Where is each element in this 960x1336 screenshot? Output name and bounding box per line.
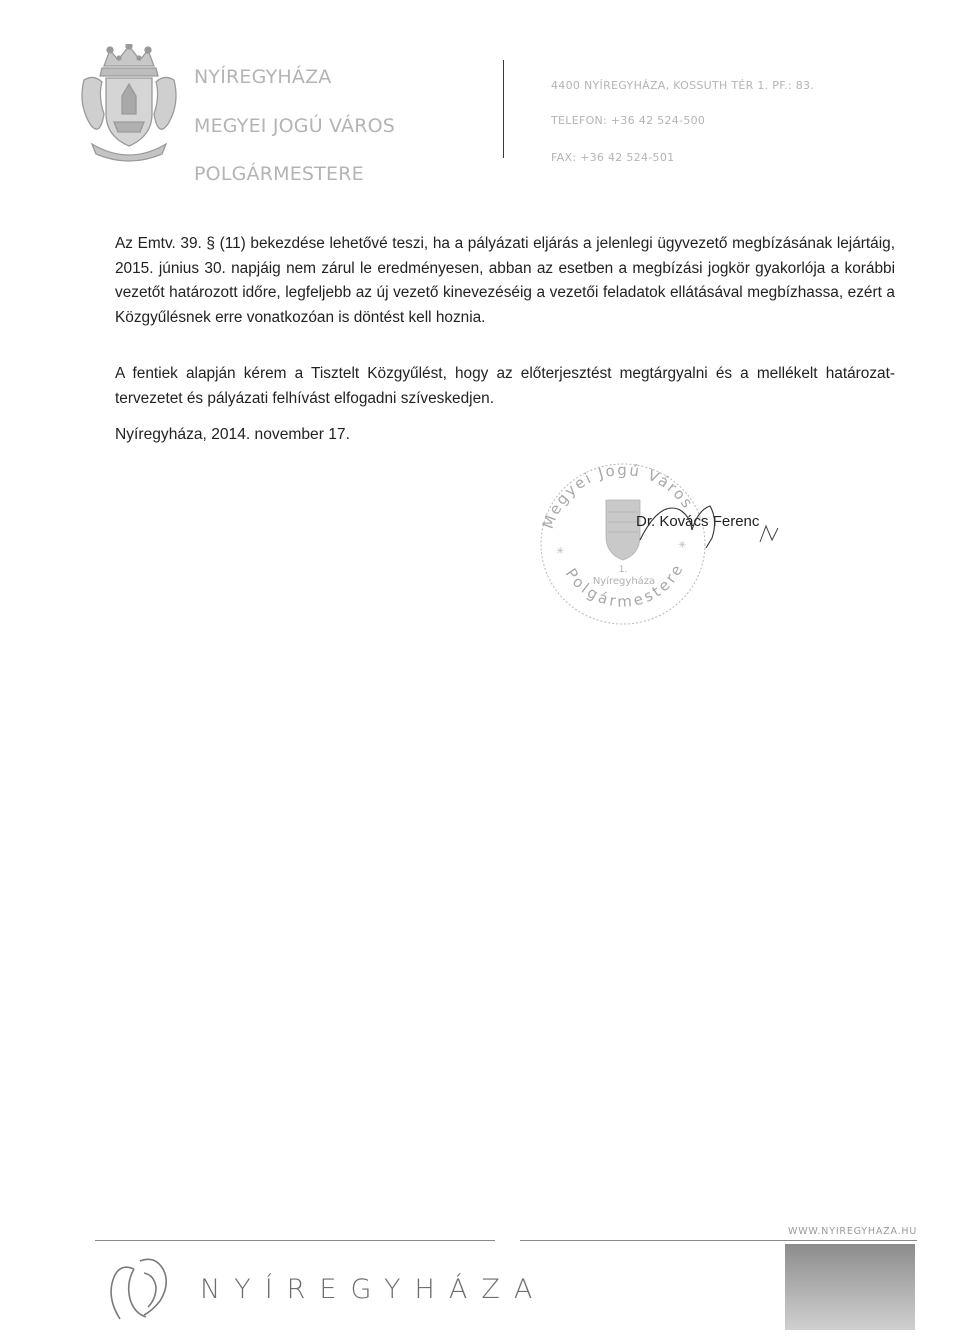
svg-text:✳: ✳ [556, 546, 565, 557]
footer-website: WWW.NYIREGYHAZA.HU [788, 1226, 918, 1237]
header-address: 4400 NYÍREGYHÁZA, KOSSUTH TÉR 1. PF.: 83. [551, 79, 815, 92]
svg-text:Megyei Jogú Város: Megyei Jogú Város [538, 460, 698, 532]
svg-text:Nyíregyháza: Nyíregyháza [592, 576, 656, 587]
header-city-status: MEGYEI JOGÚ VÁROS [194, 115, 396, 137]
footer-rule-right [520, 1240, 917, 1241]
handwritten-signature-icon [600, 490, 800, 550]
city-swirl-logo-icon [100, 1253, 180, 1327]
svg-text:Polgármestere: Polgármestere [561, 559, 688, 611]
footer-rule-left [95, 1240, 495, 1241]
body-paragraph-1: Az Emtv. 39. § (11) bekezdése lehetővé teszi, ha a pályázati eljárás a jelenlegi ügyvezető megbízásának lejártáig, 2015. június 30. napjáig nem zárul le eredményesen, abban az esetben a megbízási jogkör gyakorlója a korábbi vezetőt határozott időre, legfeljebb az új vezető kinevezéséig a vezetői feladatok ellátásával megbízhassa, ezért a Közgyűlésnek erre vonatkozóan is döntést kell hoznia. [115, 235, 895, 326]
signer-name: Dr. Kovács Ferenc [636, 513, 760, 530]
header-phone: TELEFON: +36 42 524-500 [551, 114, 706, 127]
header-office-title: POLGÁRMESTERE [194, 163, 364, 185]
header-fax: FAX: +36 42 524-501 [551, 151, 675, 164]
header-divider [503, 60, 504, 158]
svg-text:✳: ✳ [678, 540, 687, 551]
city-coat-of-arms-icon [74, 44, 184, 162]
document-date: Nyíregyháza, 2014. november 17. [115, 426, 350, 443]
footer-gray-block [785, 1244, 915, 1330]
svg-text:1.: 1. [618, 565, 628, 575]
footer-city-wordmark: NYÍREGYHÁZA [200, 1274, 547, 1305]
body-paragraph-2: A fentiek alapján kérem a Tisztelt Közgyűlést, hogy az előterjesztést megtárgyalni és a mellékelt határozat-tervezetet és pályázati felhívást elfogadni szíveskedjen. [115, 365, 895, 407]
header-city-name: NYÍREGYHÁZA [194, 66, 332, 88]
